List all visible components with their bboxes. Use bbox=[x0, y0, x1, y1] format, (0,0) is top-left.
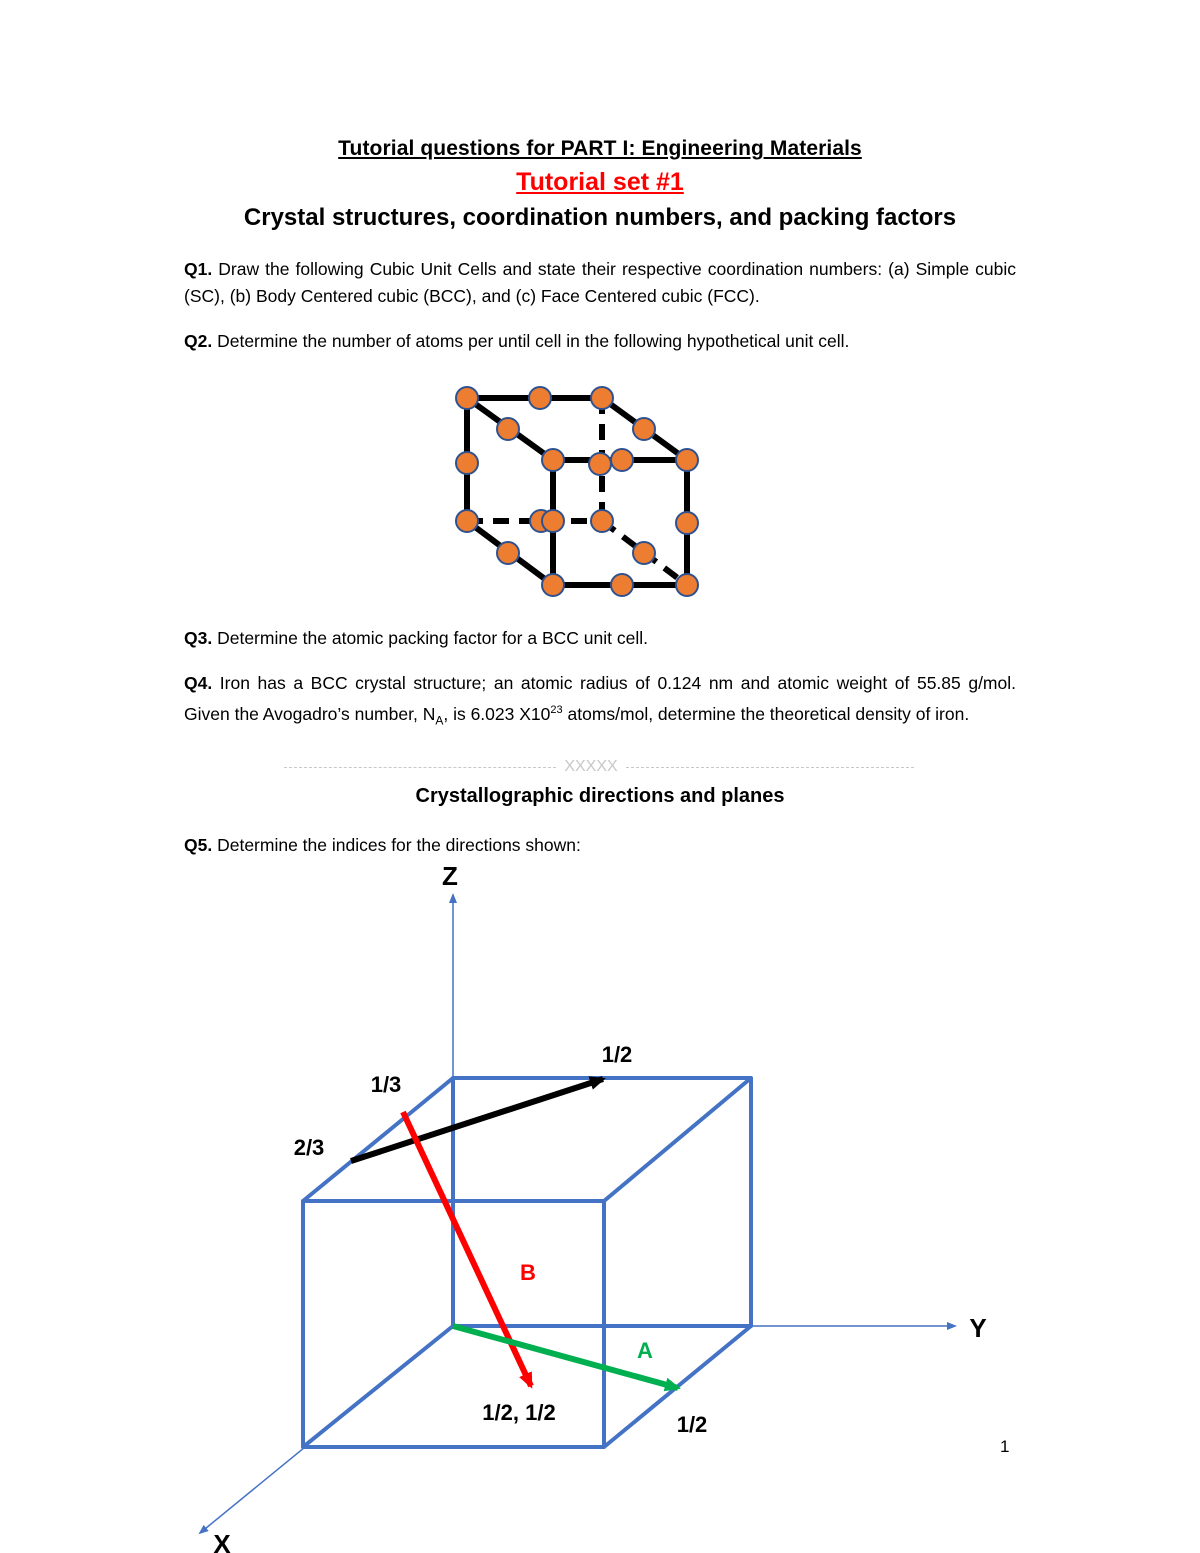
section-title-crystal-structures: Crystal structures, coordination numbers, and packing factors bbox=[243, 204, 957, 231]
question-number: Q2. bbox=[184, 331, 213, 351]
section-title-crystallographic: Crystallographic directions and planes bbox=[415, 785, 785, 807]
avogadro-subscript: A bbox=[435, 713, 444, 728]
label-half-right: 1/2 bbox=[676, 1412, 708, 1437]
question-number: Q1. bbox=[184, 259, 213, 279]
question-text: Iron has a BCC crystal structure; an atomic radius of 0.124 nm and atomic weight of 55.85 g/mol. Given the Avogadro’s number, bbox=[184, 673, 1016, 724]
cube-edge bbox=[303, 1326, 453, 1447]
cube-edge bbox=[604, 1078, 751, 1201]
label-vector-a: A bbox=[637, 1338, 653, 1363]
page-number: 1 bbox=[1000, 1437, 1010, 1456]
question-text: Determine the number of atoms per until cell in the following hypothetical unit cell. bbox=[212, 331, 850, 351]
label-two-thirds: 2/3 bbox=[293, 1135, 325, 1160]
label-one-third: 1/3 bbox=[370, 1072, 402, 1097]
question-number: Q4. bbox=[184, 673, 213, 693]
question-number: Q5. bbox=[184, 835, 213, 855]
exponent: 23 bbox=[550, 704, 563, 716]
question-text: atoms/mol, determine the theoretical density of iron. bbox=[562, 703, 970, 724]
avogadro-symbol: N bbox=[422, 703, 436, 724]
z-axis-label: Z bbox=[442, 861, 458, 891]
separator-mark: XXXXX bbox=[564, 758, 618, 775]
y-axis-label: Y bbox=[969, 1313, 987, 1343]
label-half-top: 1/2 bbox=[601, 1042, 633, 1067]
label-vector-b: B bbox=[520, 1260, 536, 1285]
tutorial-set-title: Tutorial set #1 bbox=[516, 168, 684, 196]
question-text: Determine the atomic packing factor for a BCC unit cell. bbox=[212, 628, 648, 648]
question-text: Determine the indices for the directions shown: bbox=[212, 835, 581, 855]
question-number: Q3. bbox=[184, 628, 213, 648]
question-text: Draw the following Cubic Unit Cells and state their respective coordination numbers: (a) Simple cubic (SC), (b) Body Centered cubic (BCC), and (c) Face Centered cubic (FCC). bbox=[184, 259, 1016, 306]
question-text: , is 6.023 X10 bbox=[443, 703, 551, 724]
label-half-half: 1/2, 1/2 bbox=[482, 1400, 556, 1425]
x-axis-label: X bbox=[213, 1529, 231, 1553]
page-title: Tutorial questions for PART I: Engineering Materials bbox=[338, 137, 862, 160]
